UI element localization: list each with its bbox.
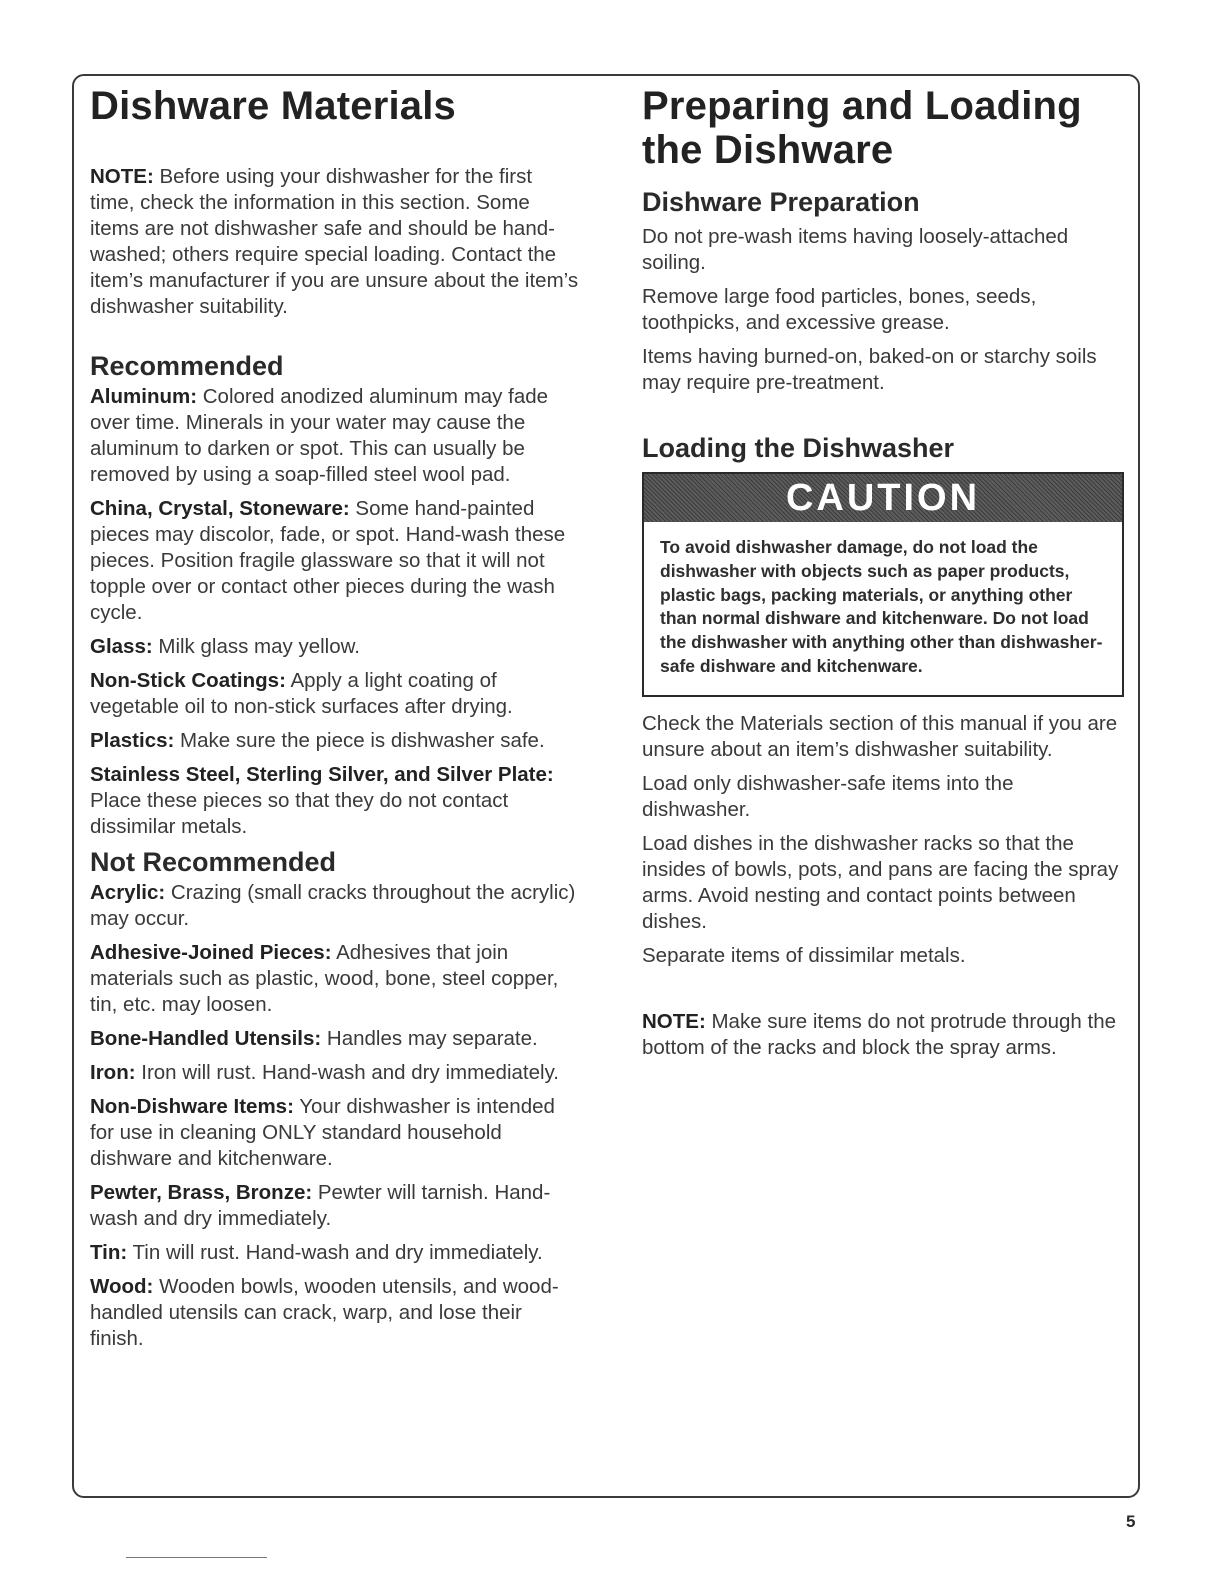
material-item-acrylic: [90, 880, 580, 932]
note-text: Make sure items do not protrude through the bottom of the racks and block the spray arms.: [642, 1009, 1117, 1059]
material-term: Tin:: [90, 1241, 128, 1264]
material-item-china: [90, 496, 580, 626]
material-item-glass: [90, 634, 580, 660]
footer-rule: [126, 1557, 267, 1558]
material-desc: Handles may separate.: [321, 1027, 538, 1050]
material-item-pewter: [90, 1180, 580, 1232]
material-term: Iron:: [90, 1061, 136, 1084]
material-item-bone-handled: [90, 1026, 580, 1052]
material-item-stainless: [90, 762, 580, 840]
material-item-non-dishware: [90, 1094, 580, 1172]
caution-banner: [644, 474, 1122, 522]
preparation-paragraph: Remove large food particles, bones, seeds, toothpicks, and excessive grease.: [642, 285, 1037, 334]
material-item-non-stick: [90, 668, 580, 720]
material-term: Glass:: [90, 635, 153, 658]
material-term: Acrylic:: [90, 881, 166, 904]
caution-text: To avoid dishwasher damage, do not load the dishwasher with objects such as paper products, plastic bags, packing materials, or anything other than normal dishware and kitchenware. Do not load the dishwasher with anything other than dishwasher-safe dishware and kitchenware.: [660, 537, 1103, 676]
material-desc: Some hand-painted pieces may discolor, fade, or spot. Hand-wash these pieces. Position fragile glassware so that it will not topple over or contact other pieces during the wash cycle.: [90, 497, 566, 624]
dishware-preparation-heading: Dishware Preparation: [642, 187, 920, 217]
loading-paragraph: Load dishes in the dishwasher racks so that the insides of bowls, pots, and pans are facing the spray arms. Avoid nesting and contact points between dishes.: [642, 831, 1119, 933]
dishware-materials-column: [90, 84, 580, 1352]
material-desc: Pewter will tarnish. Hand-wash and dry immediately.: [90, 1181, 551, 1230]
caution-label: CAUTION: [785, 476, 981, 519]
preparation-paragraph: Do not pre-wash items having loosely-attached soiling.: [642, 225, 1069, 274]
material-term: Bone-Handled Utensils:: [90, 1027, 322, 1050]
note-text: Before using your dishwasher for the first time, check the information in this section. Some items are not dishwasher safe and should be hand-washed; others require special loading. Contact the item’s manufacturer if you are unsure about the item’s dishwasher suitability.: [90, 165, 579, 318]
material-desc: Tin will rust. Hand-wash and dry immediately.: [127, 1241, 543, 1264]
note-label: NOTE:: [90, 165, 154, 188]
material-item-aluminum: [90, 384, 580, 488]
preparation-paragraph: Items having burned-on, baked-on or starchy soils may require pre-treatment.: [642, 345, 1097, 394]
caution-box: [642, 472, 1124, 697]
material-term: Non-Dishware Items:: [90, 1095, 294, 1118]
material-desc: Crazing (small cracks throughout the acrylic) may occur.: [90, 881, 576, 930]
material-desc: Make sure the piece is dishwasher safe.: [174, 729, 545, 752]
material-desc: Iron will rust. Hand-wash and dry immediately.: [135, 1061, 559, 1084]
loading-paragraph: Load only dishwasher-safe items into the dishwasher.: [642, 771, 1014, 821]
material-desc: Your dishwasher is intended for use in cleaning ONLY standard household dishware and kitchenware.: [90, 1095, 555, 1170]
material-desc: Adhesives that join materials such as plastic, wood, bone, steel copper, tin, etc. may loosen.: [90, 941, 559, 1016]
material-term: Plastics:: [90, 729, 175, 752]
intro-note: [90, 164, 580, 320]
loading-paragraph: Check the Materials section of this manual if you are unsure about an item’s dishwasher suitability.: [642, 711, 1118, 761]
note-label: NOTE:: [642, 1009, 706, 1033]
material-item-tin: [90, 1240, 580, 1266]
loading-dishwasher-heading: Loading the Dishwasher: [642, 433, 955, 463]
preparing-loading-column: [642, 84, 1124, 1061]
material-item-wood: [90, 1274, 580, 1352]
material-item-iron: [90, 1060, 580, 1086]
material-item-adhesive: [90, 940, 580, 1018]
material-term: China, Crystal, Stoneware:: [90, 497, 350, 520]
material-desc: Colored anodized aluminum may fade over time. Minerals in your water may cause the aluminum to darken or spot. This can usually be removed by using a soap-filled steel wool pad.: [90, 385, 549, 486]
material-item-plastics: [90, 728, 580, 754]
material-term: Stainless Steel, Sterling Silver, and Silver Plate:: [90, 763, 554, 786]
loading-paragraph: Separate items of dissimilar metals.: [642, 943, 966, 967]
material-desc: Wooden bowls, wooden utensils, and wood-handled utensils can crack, warp, and lose their finish.: [90, 1275, 559, 1350]
material-desc: Apply a light coating of vegetable oil to non-stick surfaces after drying.: [90, 669, 513, 718]
not-recommended-heading: Not Recommended: [90, 847, 337, 877]
material-term: Adhesive-Joined Pieces:: [90, 941, 332, 964]
material-desc: Place these pieces so that they do not contact dissimilar metals.: [90, 789, 509, 838]
page-title-dishware-materials: Dishware Materials: [90, 84, 456, 128]
material-term: Non-Stick Coatings:: [90, 669, 286, 692]
loading-note: [642, 1009, 1124, 1061]
material-term: Pewter, Brass, Bronze:: [90, 1181, 313, 1204]
loading-paragraphs: [642, 711, 1124, 969]
material-term: Aluminum:: [90, 385, 198, 408]
recommended-heading: Recommended: [90, 351, 284, 381]
material-term: Wood:: [90, 1275, 154, 1298]
material-desc: Milk glass may yellow.: [152, 635, 361, 658]
page-title-preparing-loading: Preparing and Loading the Dishware: [642, 84, 1082, 172]
page-number: 5: [1126, 1512, 1136, 1531]
